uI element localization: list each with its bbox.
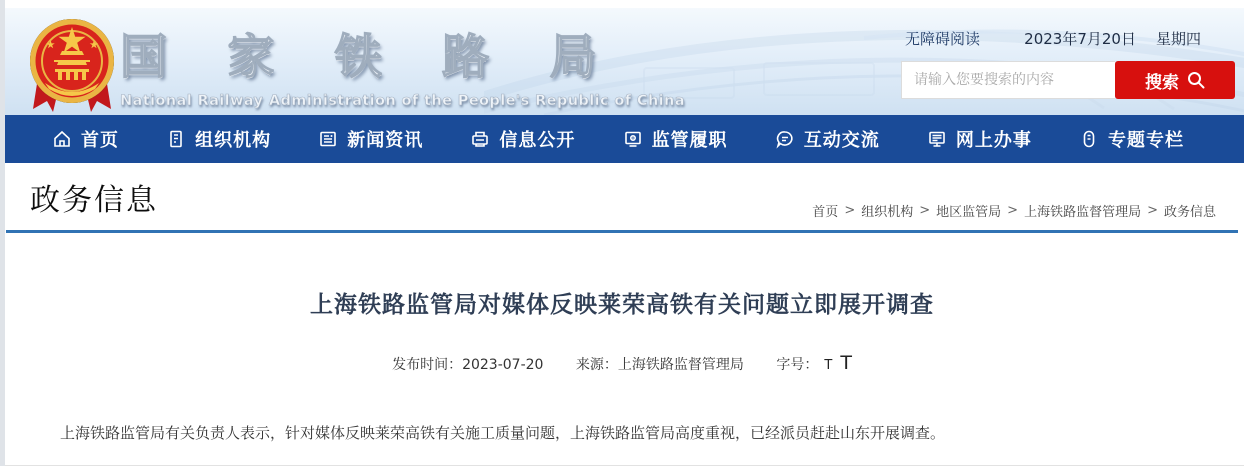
weekday-text: 星期四	[1155, 30, 1201, 48]
nav-item-special-column[interactable]	[1079, 126, 1184, 152]
breadcrumb-item-home[interactable]: 首页	[812, 205, 839, 220]
breadcrumb-separator: >	[844, 203, 856, 218]
article	[0, 233, 1244, 447]
search-input[interactable]	[901, 61, 1115, 99]
nav-item-supervision[interactable]	[623, 126, 728, 152]
info-disclosure-icon	[470, 129, 490, 149]
page-title: 政务信息	[30, 183, 158, 218]
nav-item-label: 首页	[81, 130, 119, 151]
nav-item-organization[interactable]	[166, 126, 271, 152]
font-size-label: 字号：	[776, 357, 819, 373]
top-strip	[0, 0, 1244, 8]
breadcrumb-separator: >	[1147, 203, 1158, 218]
font-size-large-button[interactable]: T	[840, 352, 852, 374]
brand-block	[120, 20, 685, 109]
site-subtitle: National Railway Administration of the People's Republic of China	[120, 93, 685, 109]
supervision-icon	[623, 129, 643, 149]
source-label: 来源：	[575, 357, 618, 373]
breadcrumb-item-regional-bureaus[interactable]: 地区监管局	[936, 205, 1002, 220]
date-text: 2023年7月20日	[1024, 30, 1136, 48]
search-bar	[901, 61, 1235, 99]
site-title: 国 家 铁 路 局	[120, 30, 619, 85]
site-header	[0, 8, 1244, 115]
nav-item-interaction[interactable]	[775, 126, 880, 152]
nav-item-home[interactable]	[52, 126, 119, 152]
main-navigation	[0, 115, 1244, 163]
article-meta	[0, 352, 1244, 374]
breadcrumb	[812, 201, 1216, 220]
publish-time	[392, 357, 543, 373]
publish-time-label: 发布时间：	[392, 357, 463, 373]
nav-item-info-disclosure[interactable]	[470, 126, 575, 152]
publish-time-value: 2023-07-20	[462, 357, 544, 373]
breadcrumb-separator: >	[1007, 203, 1019, 218]
breadcrumb-separator: >	[919, 203, 931, 218]
nav-item-label: 网上办事	[955, 130, 1032, 151]
nav-item-label: 信息公开	[499, 130, 576, 151]
section-head	[6, 163, 1238, 233]
nav-item-label: 新闻资讯	[347, 130, 424, 151]
page-left-edge	[0, 0, 5, 466]
nav-item-label: 组织机构	[195, 130, 272, 151]
search-button-label: 搜索	[1145, 72, 1179, 93]
breadcrumb-item-organization[interactable]: 组织机构	[861, 205, 914, 220]
font-size-control	[776, 352, 852, 374]
online-service-icon	[927, 129, 947, 149]
nav-item-label: 监管履职	[651, 130, 728, 151]
article-title: 上海铁路监管局对媒体反映莱荣高铁有关问题立即展开调查	[310, 292, 934, 318]
special-column-icon	[1079, 129, 1099, 149]
article-source	[576, 357, 744, 373]
home-icon	[52, 129, 72, 149]
header-utilities	[901, 28, 1235, 99]
news-icon	[318, 129, 338, 149]
date-display	[1024, 28, 1201, 49]
accessibility-link[interactable]: 无障碍阅读	[905, 30, 981, 48]
font-size-small-button[interactable]: T	[824, 358, 833, 373]
breadcrumb-item-current[interactable]: 政务信息	[1163, 205, 1216, 220]
nav-item-label: 互动交流	[803, 130, 880, 151]
search-icon	[1187, 71, 1205, 89]
national-emblem	[27, 13, 117, 115]
nav-item-label: 专题专栏	[1107, 130, 1184, 151]
search-button[interactable]	[1115, 61, 1235, 99]
nav-item-news[interactable]	[318, 126, 423, 152]
source-value: 上海铁路监督管理局	[617, 357, 744, 373]
article-body: 上海铁路监管局有关负责人表示，针对媒体反映莱荣高铁有关施工质量问题，上海铁路监管局高度重视，已经派员赶赴山东开展调查。	[60, 424, 946, 442]
nav-item-online-service[interactable]	[927, 126, 1032, 152]
interaction-icon	[775, 129, 795, 149]
organization-icon	[166, 129, 186, 149]
breadcrumb-item-shanghai-bureau[interactable]: 上海铁路监督管理局	[1024, 205, 1142, 220]
